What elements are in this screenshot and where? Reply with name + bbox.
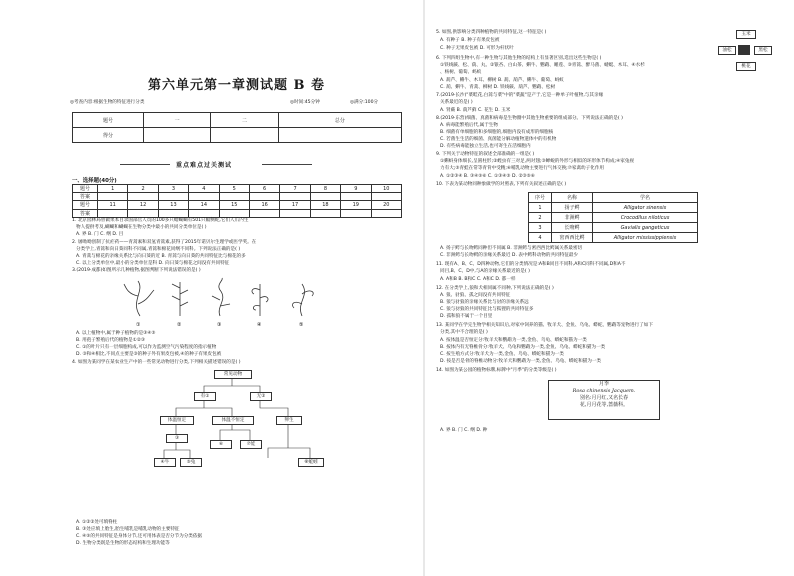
question-line: 物人提供考及,蝴蝴和蝴蝴在生物分类中最小的共同分类单位是( )	[76, 225, 207, 230]
crocodile-table	[528, 192, 698, 243]
question-line: 12. 在分类学上,狼和犬相同属不同种,下列说法正确的是( )	[436, 286, 554, 291]
question-line: 关系最近的是( )	[440, 100, 473, 105]
grid-num: 14	[189, 201, 219, 209]
grid-num: 4	[189, 185, 219, 193]
question-options: A. 葫芦、蝌牛、木耳、柳树 B. 葫、葫芦、蝌牛、葡萄、蚂蚁	[440, 78, 564, 83]
question-options: C. 以上分类单位中,最小的分类单位是科 D. 向日葵与棉花之间没有共同特征	[76, 261, 230, 266]
right-page	[428, 0, 794, 576]
q5-figure	[718, 30, 774, 76]
question-options: C. 非洲鳄与长吻鳄的亲缘关系最近 D. 表中鳄科动物的共同特征最少	[440, 253, 579, 258]
score-head-3: 总分	[278, 113, 401, 128]
score-cell-1[interactable]	[144, 128, 211, 143]
croc-head-0: 序号	[529, 193, 552, 203]
question-line: 3.(2019·成都)如图所示几种植物,据图判断下列说法错误的是( )	[72, 268, 201, 273]
croc-cell: 长吻鳄	[552, 223, 593, 233]
question-line: 2. 屠呦呦创制了抗疟药——青蒿素和双氢青蒿素,获得了2015年诺贝尔生理学或医学奖。在	[72, 240, 257, 245]
croc-head-2: 学名	[593, 193, 698, 203]
question-line: 、杨树、葡萄、蚂蚁	[440, 70, 482, 75]
exam-time: ◎时间:45分钟	[290, 100, 320, 105]
grid-num: 16	[249, 201, 279, 209]
section-title: 重点难点过关测试	[176, 162, 233, 169]
plant-label-1: ①	[136, 322, 141, 328]
question-line: 1. 北京园林局曾做果本目录国部官人员的100多只蜡蝴蝴有501只幅侧蛇,它们人爪内生	[72, 218, 249, 223]
question-options: A. 肾蕨 B. 葫芦藓 C. 花生 D. 玉米	[440, 108, 511, 113]
grid-label-num: 题号	[73, 201, 98, 209]
grid-num: 3	[158, 185, 188, 193]
grid-label-num: 题号	[73, 185, 98, 193]
question-options: A. 有种子 B. 种子有果皮包被	[440, 38, 500, 43]
question-line: 7.(2019·长沙)"菜畦花,白蒿与菜"中的"菜蔬"是产于,它是一种单子叶植物,与其亲缘	[436, 93, 604, 98]
question-line: 4. 如图为某同学在某农业生产中的一些常见动物进行分类,下列相关描述错误的是( )	[72, 360, 241, 365]
croc-cell: 2	[529, 213, 552, 223]
answer-cell[interactable]	[341, 209, 371, 217]
page-fold	[423, 0, 425, 576]
question-line: 14. 如图为某公园的植物标牌,标牌中"月季"的分类等级是( )	[436, 368, 557, 373]
croc-cell: 非洲鳄	[552, 213, 593, 223]
grid-num: 13	[158, 201, 188, 209]
tree-no: 无②	[250, 392, 272, 401]
question-options: A. 按体温是否恒定分:牧羊犬和鹦鹉为一类,金鱼、乌龟、蟒蛇和猫为一类	[440, 338, 587, 343]
grid-num: 8	[310, 185, 340, 193]
grid-num: 2	[128, 185, 158, 193]
question-options: A. 界 B. 门 C. 纲 D. 目	[76, 232, 124, 237]
croc-cell: 1	[529, 203, 552, 213]
question-options: D. 有些病毒能独立生活,也可寄生在活细胞内	[440, 144, 531, 149]
question-options: A. 青蒿与棉花的亲缘关系比与向日葵的近 B. 青蒿与向日葵的共同特征比与棉花的多	[76, 254, 246, 259]
tag-line2: 花,月月花等,蔷薇科。	[579, 402, 629, 408]
plant-label-5: ⑤	[299, 322, 304, 328]
question-options: A. 狼、豺狼、孤之间没有共同特征	[440, 293, 511, 298]
grid-num: 9	[341, 185, 371, 193]
question-line: 同目,B、C、D中,与A的亲缘关系最近的是( )	[440, 269, 530, 274]
answer-cell[interactable]	[128, 209, 158, 217]
tree-root: 常见动物	[214, 370, 252, 379]
question-options: D. 按是否是骨的脊椎动物分:牧羊犬和鹦鹉为一类,金鱼、乌龟、蟒蛇和猫为一类	[440, 359, 602, 364]
grid-num: 17	[280, 201, 310, 209]
croc-cell: Alligator sinensis	[593, 203, 698, 213]
question-options: A. 扬子鳄与长吻鳄同种但不同属 B. 非洲鳄与密西西比鳄属关系最密切	[440, 246, 583, 251]
tree-warm: 体温恒定	[160, 416, 194, 425]
question-options: A. ①②②处可填脊柱	[76, 520, 118, 525]
question-options: D. 生物分类既是生物的形态结构和生理功能等	[76, 541, 170, 546]
tree-leaf: ⑤兔	[180, 458, 202, 467]
answer-cell[interactable]	[371, 209, 401, 217]
plant-label-4: ④	[257, 322, 262, 328]
score-head-0: 题号	[73, 113, 144, 128]
grid-num: 19	[341, 201, 371, 209]
section-rule-left	[120, 164, 170, 165]
score-head-1: 一	[144, 113, 211, 128]
tag-latin: Rosa chinensis Jacquem.	[572, 388, 636, 394]
question-options: B. 狼与豺狼的亲缘关系比与豺的亲缘关系远	[440, 300, 529, 305]
croc-cell: Gavialis gangeticus	[593, 223, 698, 233]
question-line: 5. 如图,供影响分类四种植物的共同特征,这一特征是( )	[436, 30, 547, 35]
q5-top: 玉米	[736, 30, 756, 39]
croc-cell: 密西西比鳄	[552, 233, 593, 243]
question-options: B. 按体内有无脊椎骨分:牧羊犬、乌龟和鹦鹉为一类,金鱼、乌龟、蟒蛇和猫为一类	[440, 345, 606, 350]
tree-cold: 体温不恒定	[212, 416, 254, 425]
question-line: 力有大;⑤青蛙在常等青背中受精;⑥哺乳动物主要进行气体交换;⑦家禽幼子化作用	[440, 166, 605, 171]
page-title: 第六单元第一章测试题 B 卷	[148, 78, 326, 93]
grid-num: 18	[310, 201, 340, 209]
question-line: 分类,其中不合理的是( )	[440, 330, 488, 335]
exam-score: ◎满分:100分	[350, 100, 379, 105]
answer-cell[interactable]	[219, 193, 249, 201]
classification-tree	[150, 368, 370, 508]
score-row-label: 得分	[73, 128, 144, 143]
plants-figure	[120, 276, 340, 328]
question-options: D. 孤和狼不属于一个目里	[440, 314, 493, 319]
answer-cell[interactable]	[310, 209, 340, 217]
tag-title: 月季	[598, 381, 609, 387]
plant-4	[252, 284, 268, 316]
croc-cell: Alligator mississippiensis	[593, 233, 698, 243]
answer-cell[interactable]	[98, 193, 128, 201]
answer-cell[interactable]	[158, 209, 188, 217]
question-line: ①铁线蕨、松、葫、丸、②银杏、白山茶、蝌牛、鹦鹉、睡莲、③青蒿、醉马菌、蜻蜓、木耳、④水杉	[440, 63, 645, 68]
grid-label-ans: 答案	[73, 209, 98, 217]
tree-oviparous: 卵生	[276, 416, 302, 425]
croc-cell: 扬子鳄	[552, 203, 593, 213]
answer-cell[interactable]	[341, 193, 371, 201]
question-options: B. 细菌有单细胞的和多细胞的,细胞内没有成形的细胞核	[440, 130, 554, 135]
croc-head-1: 名称	[552, 193, 593, 203]
answer-cell[interactable]	[249, 209, 279, 217]
q5-left: 油松	[718, 46, 736, 55]
plant-1	[124, 281, 154, 316]
croc-cell: Crocodilus niloticus	[593, 213, 698, 223]
question-line: 分类学上,青蒿和向日葵同科不同属,青蒿和棉花同纲不同科。下列说法正确的是( )	[76, 247, 241, 252]
grid-num: 15	[219, 201, 249, 209]
question-options: B. ③处应填上胎生,胎生哺乳是哺乳动物的主要特征	[76, 527, 180, 532]
answer-cell[interactable]	[371, 193, 401, 201]
tag-line1: 别名:月月红,又名长春	[579, 395, 629, 401]
grid-num: 20	[371, 201, 401, 209]
tree-leaf: ⑧蚯蚓	[298, 458, 324, 467]
answer-cell[interactable]	[249, 193, 279, 201]
question-line: 6. 下列四组生物中,有一种生物与其他生物的结构上有显著区别,选出这些生物是( )	[436, 56, 602, 61]
score-head-2: 二	[211, 113, 278, 128]
answer-cell[interactable]	[98, 209, 128, 217]
answer-cell[interactable]	[280, 209, 310, 217]
exam-notice: ◎考查内容:根据生物的特征进行分类	[70, 100, 145, 105]
answer-cell[interactable]	[189, 193, 219, 201]
question-options: C. 种子无果皮包被 D. 可形为杆状叶	[440, 46, 514, 51]
plant-label-3: ③	[217, 322, 222, 328]
grid-num: 6	[249, 185, 279, 193]
question-options: C. 狼与豺狼的共同特征比与狐狸的共同特征多	[440, 307, 534, 312]
question-line: ①蝌蚪身体细长,呈圆柱形;②蝗虫有三对足,两对翅;③蝉蜕的外形与相似的环形体节构成;④家兔视	[440, 159, 635, 164]
question-line: 10. 下表为某动物同种象做学的对照表,下列有关叙述正确的是( )	[436, 182, 567, 187]
tree-leaf: ⑦娃	[240, 440, 262, 449]
grid-num: 5	[219, 185, 249, 193]
grid-num: 10	[371, 185, 401, 193]
answer-cell[interactable]	[280, 193, 310, 201]
plant-tag	[548, 380, 660, 420]
plant-3	[212, 278, 230, 316]
plant-5	[292, 284, 313, 316]
question-options: A. 病毒能繁殖后代,属于生物	[440, 123, 498, 128]
tree-node-3: ③	[166, 434, 188, 443]
question-options: A. ①②③④ B. ③④⑤⑥ C. ①③④⑤ D. ②③⑤⑥	[440, 174, 535, 179]
answer-cell[interactable]	[158, 193, 188, 201]
grid-num: 12	[128, 201, 158, 209]
part1-title: 一、选择题(40分)	[72, 178, 117, 184]
question-options: C. ①的叶片只有一层细胞构成,可以作为监测空气污染程度的指示植物	[76, 345, 217, 350]
question-options: C. ④⑤的共同特征是身体分节,还可用体表是否分节为分类依据	[76, 534, 203, 539]
question-options: C. 按生殖方式分:牧羊犬为一类,金鱼、乌龟、蟒蛇和猫为一类	[440, 352, 564, 357]
question-options: C. 葫、蝌牛、青蒿、柳树 D. 铁线蕨、葫芦、鹦鹉、松树	[440, 85, 556, 90]
score-cell-2[interactable]	[211, 128, 278, 143]
question-line: 13. 某同学在学完生物学相关知识后,对家中饲养的猫、牧羊犬、金鱼、乌龟、蟒蛇、鹦鹉等宠物进行了如下	[436, 323, 653, 328]
tree-yes: 有①	[194, 392, 216, 401]
answer-cell[interactable]	[189, 209, 219, 217]
score-table	[72, 112, 402, 143]
q5-bottom: 桃花	[736, 62, 756, 71]
question-line: 8.(2019·东营)细菌、真菌和病毒是生物圈中其他生物重要的组成部分。下列说法正确的是( )	[436, 116, 623, 121]
plant-2	[172, 282, 188, 316]
answer-cell[interactable]	[219, 209, 249, 217]
question-options: A. 以上植物中,属于种子植物的是③④⑤	[76, 331, 156, 336]
section-rule-right	[262, 164, 312, 165]
q5-right: 黑松	[754, 46, 772, 55]
question-line: 11. 现有A、B、C、D四种动物,它们的分类情况是:A和B同目不同科,A和C同科不同属,D和A不	[436, 262, 626, 267]
question-options: A. 界 B. 门 C. 纲 D. 种	[440, 428, 488, 433]
answer-cell[interactable]	[310, 193, 340, 201]
grid-label-ans: 答案	[73, 193, 98, 201]
grid-num: 7	[280, 185, 310, 193]
plant-label-2: ②	[177, 322, 182, 328]
question-options: A. A和B B. B和C C. A和C D. 都一样	[440, 277, 516, 282]
tree-leaf: ⑥	[210, 440, 232, 449]
answer-grid	[72, 184, 402, 218]
tree-leaf: ④牛	[154, 458, 176, 467]
grid-num: 1	[98, 185, 128, 193]
grid-num: 11	[98, 201, 128, 209]
q5-center	[738, 45, 750, 55]
question-options: D. ③和④相比,不同点主要是③的种子外有果皮包被,④的种子有果皮包被	[76, 352, 222, 357]
answer-cell[interactable]	[128, 193, 158, 201]
question-options: C. 若菌生生活的细菌、真菌能分解动植物遗体中的有机物	[440, 137, 557, 142]
question-options: B. 用孢子繁殖后代的植物是①②③	[76, 338, 145, 343]
croc-cell: 4	[529, 233, 552, 243]
question-line: 9. 下列关于动物特征的叙述全部准确的一组是( )	[436, 152, 535, 157]
score-cell-3[interactable]	[278, 128, 401, 143]
croc-cell: 3	[529, 223, 552, 233]
